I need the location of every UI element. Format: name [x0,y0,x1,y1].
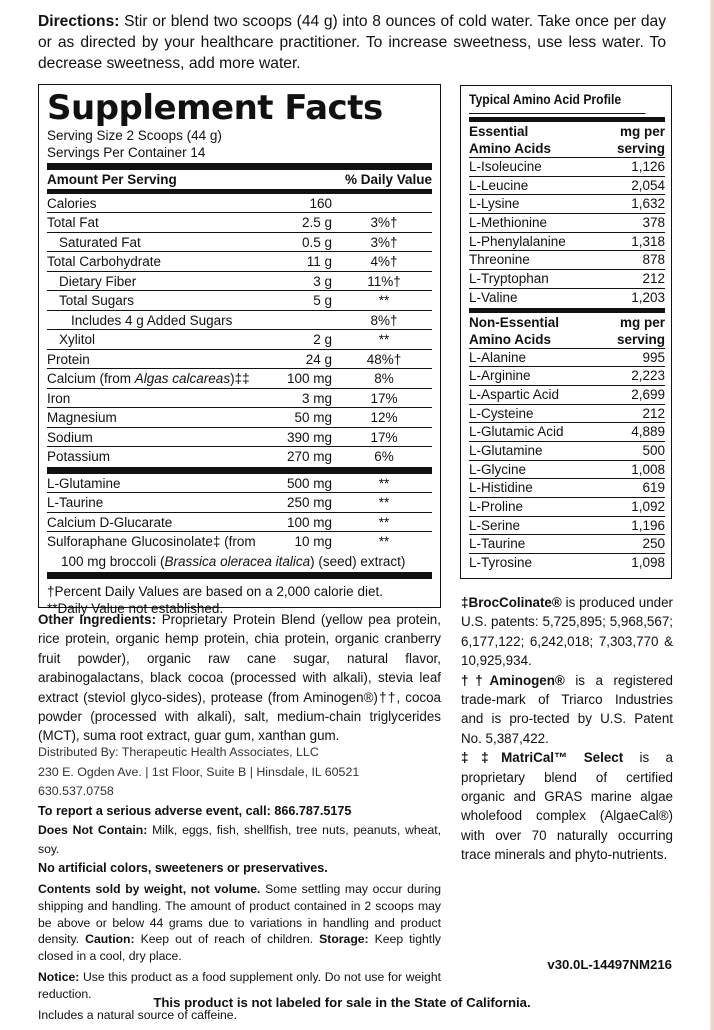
amino-row [469,442,665,461]
nutrient-amount: 500 mg [286,475,332,491]
facts-row [47,194,432,214]
nutrient-amount: 390 mg [286,429,332,445]
facts-row [47,428,432,448]
amino-mg: 878 [642,252,665,268]
nutrient-name: Potassium [47,449,111,464]
nutrient-name: Xylitol [59,332,96,347]
nutrient-dv: 17% [370,390,398,406]
header-line: mg per [619,124,665,139]
divider-thick [47,572,432,579]
footnote-dv: †Percent Daily Values are based on a 2,000 calorie diet. [47,583,383,599]
calcium-prefix: Calcium (from [47,371,135,386]
nutrient-dv: ** [378,495,390,510]
legal-text [38,802,441,1023]
amino-name: L-Taurine [469,536,526,552]
amino-name: L-Isoleucine [469,159,542,174]
amino-mg: 1,126 [631,159,665,174]
nutrient-amount: 100 mg [286,371,332,386]
amino-mg: 1,203 [631,289,665,305]
facts-row [47,513,432,533]
weight-caution-storage [38,881,441,965]
note-label: ‡BrocColinate® [461,595,562,610]
nutrient-dv: 12% [370,410,398,425]
facts-header-row [47,170,432,190]
serving-size: Serving Size 2 Scoops (44 g) [47,128,222,143]
nutrient-amount: 270 mg [286,449,332,464]
directions-label: Directions: [38,13,120,30]
nutrient-dv: 6% [374,449,394,464]
nutrient-dv: ** [378,332,390,347]
header-amount: Amount Per Serving [47,172,177,187]
label-edge [710,0,714,1030]
caution-text: Keep out of reach of children. [134,932,320,947]
nutrient-dv: ** [378,475,390,491]
divider-thick [47,467,432,474]
note-label: ‡‡MatriCal™ Select [461,750,624,766]
nutrient-dv: 11%† [367,273,401,289]
distributor-address: 230 E. Ogden Ave. | 1st Floor, Suite B | Hinsdale, IL 60521 [38,764,360,779]
amino-mg: 1,098 [631,555,665,571]
amino-row [469,177,665,196]
amino-mg: 1,318 [631,233,665,249]
essential-header-label [469,123,551,157]
facts-row [47,311,432,331]
amino-row [469,270,665,289]
sulfo-prefix: 100 mg broccoli ( [61,553,165,569]
amino-mg: 2,223 [631,368,665,384]
amino-mg: 1,632 [631,196,665,212]
amino-row [469,517,665,536]
amino-row [469,386,665,405]
amino-row [469,498,665,517]
nutrient-amount: 250 mg [286,495,332,510]
header-line: Non-Essential [469,314,560,330]
sulfo-species: Brassica oleracea italica [164,553,311,569]
note-text: is a proprietary blend of certified organic and GRAS marine algae wholefood complex (AlgaeCal®) with over 70 naturally occurring trace minerals and phyto-nutrients. [461,750,674,863]
facts-row [47,291,432,311]
nutrient-dv: 3%† [370,215,398,230]
facts-row [47,233,432,253]
servings-per-container: Servings Per Container 14 [47,145,206,160]
storage-text: Keep tightly closed in a cool, dry place. [38,932,441,964]
amino-name: L-Proline [469,499,524,514]
nutrient-amount: 160 [309,195,332,211]
notice-label: Notice: [38,969,80,984]
note-text: is a registered trade-mark of Triarco Industries and is pro-tected by U.S. Patent No. 5,387,422. [461,672,673,746]
note-label: ††Aminogen® [461,672,565,688]
distributor [38,743,441,802]
supplement-facts-title: Supplement Facts [47,88,383,128]
amino-mg: 4,889 [631,424,665,440]
essential-list [469,158,665,308]
nutrient-dv: 17% [370,429,398,445]
amino-name: L-Glycine [469,461,527,477]
aminogen-note [461,671,673,749]
nutrient-name: Total Fat [47,215,99,230]
amino-name: L-Tryptophan [469,271,549,287]
amino-name: L-Phenylalanine [469,233,566,249]
amino-mg: 619 [642,480,665,496]
header-line: Amino Acids [469,331,552,347]
amino-name: L-Glutamine [469,442,543,458]
header-line: Essential [469,124,529,139]
header-line: serving [616,141,665,156]
storage-label: Storage: [319,932,369,947]
nutrient-dv: 8% [374,371,394,386]
facts-row [47,350,432,370]
amino-name: L-Arginine [469,368,531,384]
ingredients-text: Proprietary Protein Blend (yellow pea protein, rice protein, organic hemp protein, chia protein, organic cranberry fruit powder), organic raw cane sugar, natural flavor, arabinogalactans, black cocoa (processed with alkali), stevia leaf extract (steviol glyco-sides), protease (from Aminogen®)††, cocoa powder (processed with alkali), salt, medium-chain triglycerides (MCT), suma root extract, guar gum, xanthan gum. [38,612,441,744]
amino-row [469,367,665,386]
nutrient-dv: ** [378,514,390,530]
amino-row [469,461,665,480]
nutrient-dv: 4%† [370,254,398,269]
amino-row [469,535,665,554]
nutrient-amount: 100 mg [286,514,332,530]
caffeine-note: Includes a natural source of caffeine. [38,1007,237,1022]
nutrient-amount: 3 mg [301,390,332,406]
divider-thick [47,163,432,170]
essential-header [469,122,665,158]
adverse-event: To report a serious adverse event, call: 866.787.5175 [38,804,352,818]
facts-row [47,213,432,233]
notice-text: Use this product as a food supplement only. Do not use for weight reduction. [38,969,441,1001]
amino-name: Threonine [469,252,530,268]
nutrient-dv: 48%† [366,351,402,367]
facts-row [47,389,432,409]
nutrient-amount: 5 g [313,293,332,308]
broccolinate-note [461,593,673,671]
amino-name: L-Lysine [469,196,520,212]
nutrient-name: Magnesium [47,410,117,425]
amino-mg: 2,699 [631,386,665,402]
nutrient-dv: ** [378,534,390,549]
nonessential-header-label [469,314,559,348]
amino-name: L-Methionine [469,215,548,231]
nutrient-amount: 2.5 g [301,215,332,230]
nonessential-header [469,313,665,349]
amino-name: L-Histidine [469,480,533,496]
distributor-phone: 630.537.0758 [38,784,114,798]
nonessential-list [469,349,665,573]
amino-title: Typical Amino Acid Profile [469,90,645,114]
header-dv: % Daily Value [344,172,432,187]
nutrient-amount: 50 mg [294,410,332,425]
other-ingredients [38,610,441,746]
amino-row [469,158,665,177]
amino-row [469,349,665,368]
amino-mg: 500 [642,442,665,458]
facts-row [47,474,432,494]
nutrient-amount: 10 mg [294,534,332,549]
amino-mg: 212 [642,405,665,421]
nutrient-name: L-Glutamine [47,475,121,491]
amino-name: L-Cysteine [469,405,534,421]
amino-mg: 1,092 [631,499,665,514]
nutrient-name: Calcium D-Glucarate [47,514,173,530]
amino-row [469,233,665,252]
amino-mg: 995 [642,349,665,365]
amino-mg: 250 [642,536,665,552]
nutrient-amount: 3 g [313,273,332,289]
weight-label: Contents sold by weight, not volume. [38,882,261,896]
nutrient-amount: 11 g [306,254,332,269]
facts-row [47,369,432,389]
nutrient-name: Total Carbohydrate [47,254,162,269]
amino-mg: 1,008 [631,461,665,477]
version-code: v30.0L-14497NM216 [547,957,672,972]
amino-row [469,251,665,270]
nonessential-header-unit [617,314,665,348]
nutrient-name: Dietary Fiber [59,273,137,289]
sulforaphane-source [47,552,432,571]
amino-name: L-Valine [469,289,518,305]
ingredients-label: Other Ingredients: [38,612,157,627]
amino-row [469,405,665,424]
note-text: is produced under U.S. patents: 5,725,895; 5,968,567; 6,177,122; 6,242,018; 7,303,770 & 10,925,934. [461,595,673,669]
amino-mg: 2,054 [631,177,665,193]
nutrient-name: L-Taurine [47,495,104,510]
nutrient-name: Total Sugars [59,293,135,308]
facts-row [47,532,432,552]
amino-row [469,479,665,498]
nutrient-name: Sodium [47,429,93,445]
nutrient-name: Sulforaphane Glucosinolate‡ (from [47,534,256,549]
amino-name: L-Leucine [469,177,529,193]
nutrient-name: Iron [47,390,71,406]
amino-row [469,195,665,214]
amino-name: L-Aspartic Acid [469,386,560,402]
weight-text: Some settling may occur during shipping and handling. The amount of product contained in 2 scoops may be above or below 44 grams due to variations in handling and product density. [38,882,441,947]
amino-name: L-Glutamic Acid [469,424,564,440]
distributor-name: Distributed By: Therapeutic Health Associates, LLC [38,745,319,759]
facts-row [47,252,432,272]
nutrient-amount: 0.5 g [301,234,332,250]
facts-row [47,447,432,467]
amino-row [469,554,665,573]
amino-name: L-Serine [469,517,521,533]
california-notice: This product is not labeled for sale in the State of California. [153,995,531,1010]
trademark-notes [461,593,673,865]
matrical-note [461,748,673,864]
nutrient-name: Saturated Fat [59,234,141,250]
nutrient-amount: 2 g [313,332,332,347]
header-line: Amino Acids [469,141,552,156]
nutrient-name [47,369,250,388]
facts-row [47,408,432,428]
facts-row [47,330,432,350]
header-line: mg per [619,314,665,330]
dnc-label: Does Not Contain: [38,823,148,837]
does-not-contain [38,821,441,859]
nutrient-dv: 3%† [370,234,398,250]
directions-text: Stir or blend two scoops (44 g) into 8 ounces of cold water. Take once per day or as directed by your healthcare practitioner. To increase sweetness, use less water. To decrease sweetness, add more water. [38,13,666,72]
nutrient-name: Includes 4 g Added Sugars [71,312,233,328]
supplement-facts-panel [38,84,441,616]
header-line: serving [616,331,665,347]
facts-row [47,493,432,513]
sulfo-suffix: ) (seed) extract) [310,553,406,569]
nutrient-amount: 24 g [305,351,332,367]
amino-row [469,214,665,233]
amino-row [469,423,665,442]
amino-acid-profile [460,85,672,579]
amino-row [469,289,665,308]
nutrient-dv: 8%† [370,312,398,328]
facts-row [47,272,432,292]
amino-name: L-Tyrosine [469,555,533,571]
no-artificial: No artificial colors, sweeteners or preservatives. [38,861,328,875]
essential-header-unit [617,123,665,157]
dnc-text: Milk, eggs, fish, shellfish, tree nuts, peanuts, wheat, soy. [38,823,441,856]
amino-mg: 212 [642,271,665,287]
nutrient-dv: ** [378,293,390,308]
nutrient-name: Calories [47,195,97,211]
calcium-suffix: )‡‡ [230,371,250,386]
amino-mg: 1,196 [631,517,665,533]
amino-mg: 378 [642,215,665,231]
nutrient-name: Protein [47,351,90,367]
footnote-not-established: **Daily Value not established. [47,600,224,616]
calcium-source: Algas calcareas [134,371,231,386]
directions [38,11,666,74]
amino-name: L-Alanine [469,349,527,365]
caution-label: Caution: [85,932,135,947]
